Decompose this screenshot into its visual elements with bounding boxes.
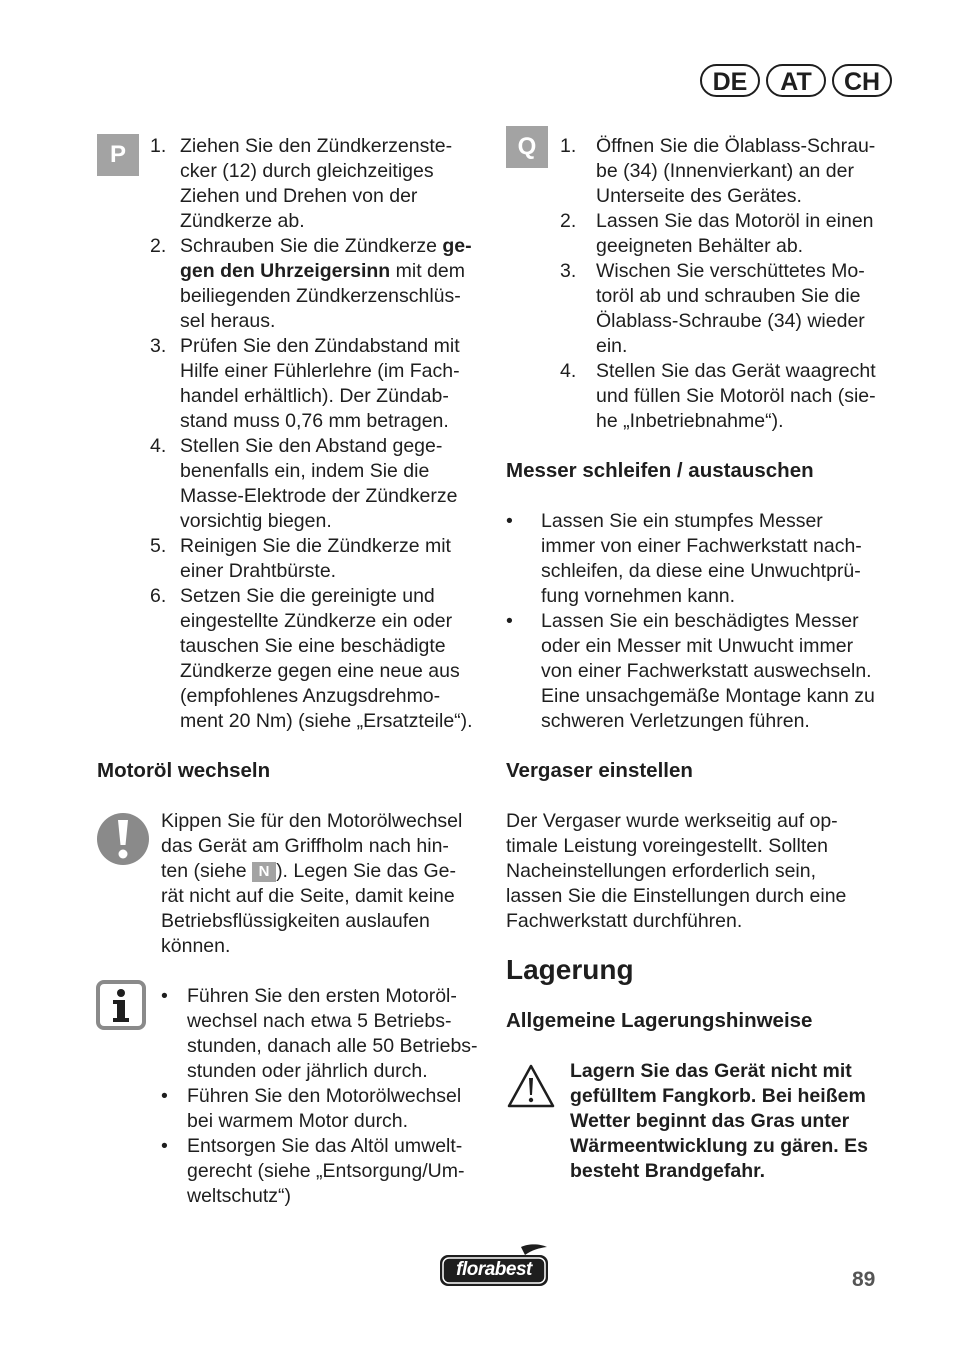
step-line: handel erhältlich). Der Zündab- <box>180 385 449 407</box>
warning-line: Wärmeentwicklung zu gären. Es <box>570 1135 868 1157</box>
step-line <box>180 259 490 284</box>
step-number: 2. <box>150 235 167 257</box>
list-item <box>560 134 900 209</box>
list-item <box>161 1134 491 1209</box>
oil-change-steps <box>560 134 900 434</box>
list-item <box>150 534 490 584</box>
figure-ref-n: N <box>252 862 276 882</box>
list-item <box>150 234 490 334</box>
step-line: Stellen Sie das Gerät waagrecht <box>596 360 876 382</box>
step-line: Zündkerze ab. <box>180 210 305 232</box>
step-line: Ziehen und Drehen von der <box>180 185 418 207</box>
step-line: Stellen Sie den Abstand gege- <box>180 435 443 457</box>
step-line: einer Drahtbürste. <box>180 560 337 582</box>
step-number: 1. <box>560 135 577 157</box>
warning-line: können. <box>161 935 231 957</box>
bullet-dot: • <box>506 510 513 532</box>
list-item <box>560 259 900 359</box>
warning-line: Wetter beginnt das Gras unter <box>570 1110 850 1132</box>
bullet-line: Führen Sie den ersten Motoröl- <box>187 985 457 1007</box>
bullet-line: stunden, danach alle 50 Betriebs- <box>187 1035 478 1057</box>
badge-de: DE <box>700 64 760 97</box>
list-item <box>161 1084 491 1134</box>
bullet-line: Lassen Sie ein stumpfes Messer <box>541 510 823 532</box>
warning-line: Lagern Sie das Gerät nicht mit <box>570 1060 852 1082</box>
bullet-line: immer von einer Fachwerkstatt nach- <box>541 535 862 557</box>
list-item <box>560 209 900 259</box>
bullet-line: Eine unsachgemäße Montage kann zu <box>541 685 875 707</box>
step-text-bold: gen den Uhrzeigersinn <box>180 260 391 282</box>
warning-line: rät nicht auf die Seite, damit keine <box>161 885 455 907</box>
bullet-line: Entsorgen Sie das Altöl umwelt- <box>187 1135 463 1157</box>
bullet-dot: • <box>161 1135 168 1157</box>
step-number: 5. <box>150 535 167 557</box>
list-item <box>150 434 490 534</box>
step-label-q: Q <box>506 126 548 168</box>
step-line: vorsichtig biegen. <box>180 510 332 532</box>
warning-line: Betriebsflüssigkeiten auslaufen <box>161 910 430 932</box>
paragraph-line: timale Leistung voreingestellt. Sollten <box>506 835 828 857</box>
section-heading-oil: Motoröl wechseln <box>97 759 271 782</box>
step-line: Zündkerze gegen eine neue aus <box>180 660 460 682</box>
bullet-line: bei warmem Motor durch. <box>187 1110 409 1132</box>
step-line: Prüfen Sie den Zündabstand mit <box>180 335 460 357</box>
paragraph-line: Der Vergaser wurde werkseitig auf op- <box>506 810 838 832</box>
paragraph-line: lassen Sie die Einstellungen durch eine <box>506 885 847 907</box>
section-heading-blade: Messer schleifen / austauschen <box>506 459 814 482</box>
bullet-line: von einer Fachwerkstatt auswechseln. <box>541 660 872 682</box>
section-title-storage: Lagerung <box>506 954 634 985</box>
step-line: Masse-Elektrode der Zündkerze <box>180 485 458 507</box>
step-number: 3. <box>560 260 577 282</box>
bullet-line: Führen Sie den Motorölwechsel <box>187 1085 462 1107</box>
step-line <box>180 234 490 259</box>
florabest-logo <box>437 1243 551 1289</box>
logo-text: florabest <box>456 1259 532 1280</box>
warning-line: gefülltem Fangkorb. Bei heißem <box>570 1085 866 1107</box>
step-line: tauschen Sie eine beschädigte <box>180 635 446 657</box>
warning-text: ). Legen Sie das Ge- <box>276 860 456 882</box>
step-line: Öffnen Sie die Ölablass-Schrau- <box>596 135 876 157</box>
step-line: Unterseite des Gerätes. <box>596 185 802 207</box>
country-badges <box>700 64 892 97</box>
bullet-dot: • <box>161 1085 168 1107</box>
bullet-line: gerecht (siehe „Entsorgung/Um- <box>187 1160 465 1182</box>
step-line: ein. <box>596 335 628 357</box>
warning-line: besteht Brandgefahr. <box>570 1160 766 1182</box>
step-line: Reinigen Sie die Zündkerze mit <box>180 535 451 557</box>
bullet-line: fung vornehmen kann. <box>541 585 736 607</box>
step-line: stand muss 0,76 mm betragen. <box>180 410 449 432</box>
step-line: Ölablass-Schraube (34) wieder <box>596 310 865 332</box>
section-heading-storage-notes: Allgemeine Lagerungshinweise <box>506 1009 813 1032</box>
step-line: cker (12) durch gleichzeitiges <box>180 160 434 182</box>
step-number: 6. <box>150 585 167 607</box>
oil-info-bullets <box>161 984 491 1209</box>
step-label-p: P <box>97 134 139 176</box>
bullet-dot: • <box>506 610 513 632</box>
page-number: 89 <box>852 1268 876 1291</box>
step-line: eingestellte Zündkerze ein oder <box>180 610 453 632</box>
blade-bullets <box>506 509 906 734</box>
carburetor-text <box>506 809 906 934</box>
paragraph-line: Nacheinstellungen erforderlich sein, <box>506 860 817 882</box>
spark-plug-steps <box>150 134 490 734</box>
bullet-line: weltschutz“) <box>187 1185 292 1207</box>
step-number: 4. <box>560 360 577 382</box>
bullet-line: wechsel nach etwa 5 Betriebs- <box>187 1010 452 1032</box>
step-line: geeigneten Behälter ab. <box>596 235 804 257</box>
step-line: Setzen Sie die gereinigte und <box>180 585 435 607</box>
step-line: (empfohlenes Anzugsdrehmo- <box>180 685 441 707</box>
step-number: 3. <box>150 335 167 357</box>
step-line: Ziehen Sie den Zündkerzenste- <box>180 135 453 157</box>
step-number: 1. <box>150 135 167 157</box>
warning-line <box>161 859 491 884</box>
step-line: und füllen Sie Motoröl nach (sie- <box>596 385 876 407</box>
list-item <box>150 584 490 734</box>
step-text-bold: ge- <box>442 235 472 257</box>
list-item <box>560 359 900 434</box>
warning-line: das Gerät am Griffholm nach hin- <box>161 835 449 857</box>
step-text: Schrauben Sie die Zündkerze <box>180 235 443 257</box>
step-line: sel heraus. <box>180 310 276 332</box>
list-item <box>506 609 906 734</box>
step-line: beiliegenden Zündkerzenschlüs- <box>180 285 461 307</box>
step-line: toröl ab und schrauben Sie die <box>596 285 861 307</box>
warning-triangle-icon <box>506 1063 556 1109</box>
bullet-line: stunden oder jährlich durch. <box>187 1060 428 1082</box>
step-line: ment 20 Nm) (siehe „Ersatzteile“). <box>180 710 473 732</box>
step-line: Hilfe einer Fühlerlehre (im Fach- <box>180 360 460 382</box>
step-number: 4. <box>150 435 167 457</box>
badge-at: AT <box>766 64 826 97</box>
list-item <box>150 134 490 234</box>
bullet-line: schweren Verletzungen führen. <box>541 710 810 732</box>
section-heading-carburetor: Vergaser einstellen <box>506 759 693 782</box>
paragraph-line: Fachwerkstatt durchführen. <box>506 910 743 932</box>
exclamation-icon <box>96 812 150 866</box>
bullet-line: Lassen Sie ein beschädigtes Messer <box>541 610 859 632</box>
step-number: 2. <box>560 210 577 232</box>
warning-text: ten (siehe <box>161 860 253 882</box>
bullet-dot: • <box>161 985 168 1007</box>
step-line: be (34) (Innenvierkant) an der <box>596 160 854 182</box>
bullet-line: oder ein Messer mit Unwucht immer <box>541 635 854 657</box>
step-line: Lassen Sie das Motoröl in einen <box>596 210 874 232</box>
info-icon <box>96 980 146 1030</box>
step-line: he „Inbetriebnahme“). <box>596 410 784 432</box>
warning-line: Kippen Sie für den Motorölwechsel <box>161 810 463 832</box>
badge-ch: CH <box>832 64 892 97</box>
oil-warning-text <box>161 809 491 959</box>
list-item <box>506 509 906 609</box>
step-line: Wischen Sie verschüttetes Mo- <box>596 260 865 282</box>
list-item <box>161 984 491 1084</box>
step-line: benenfalls ein, indem Sie die <box>180 460 430 482</box>
step-text: mit dem <box>390 260 465 282</box>
list-item <box>150 334 490 434</box>
bullet-line: schleifen, da diese eine Unwuchtprü- <box>541 560 861 582</box>
storage-warning-text <box>570 1059 900 1184</box>
